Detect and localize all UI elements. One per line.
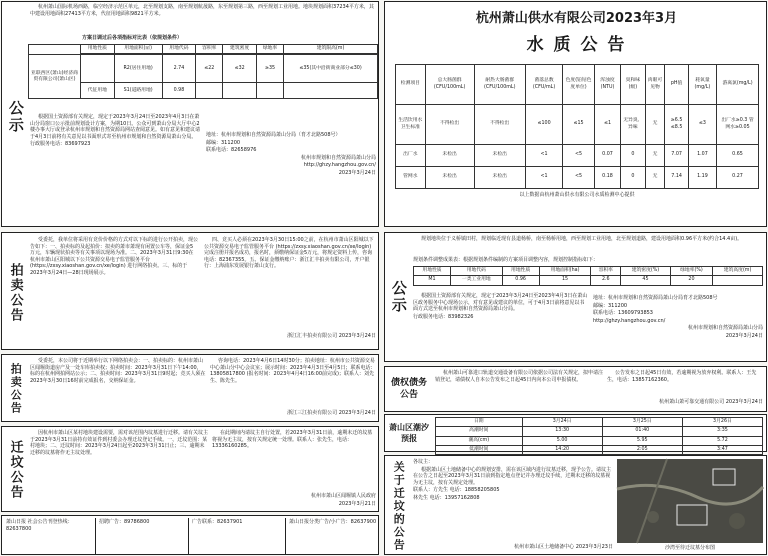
p2h-3: 用地面积(ha): [539, 267, 591, 276]
wo-0: 出厂水: [396, 145, 426, 167]
auction1-right: 四、竞买人必须在2023年3月30日15:00之前，在杭州市萧山区阳城以下公共资源交易电子监管服务平台 (https://zxsy.xiaoshan.gov.cn/xe/login) 完成注册并报名成功，报名时，须缴纳保证金5万元，将规定资料上传，咨询电话：82367355。五、保证金缴纳账户：浙江汇丰拍卖有限公司，开户银行：上海浦东发展银行萧山支行。: [204, 237, 374, 270]
ws-3: ≤100: [525, 105, 562, 145]
p2r-4: 2.6: [591, 276, 621, 285]
p2h-1: 用地代码: [450, 267, 502, 276]
wn-0: 管网水: [396, 167, 426, 189]
migrate1-right: 在此期间内请坟主自行处置，若2023年3月31日前，逾期未迁的坟墓将视为无主坟，按有关规定统一处理。联系人：张先生，电话：13336160285。: [212, 430, 373, 450]
water-quality-box: [384, 1, 767, 227]
ad-2: 广告联系：82637901: [192, 519, 243, 525]
notice-date: 2023年3月24日: [338, 169, 376, 176]
wn-2: 未检出: [474, 167, 525, 189]
side-label: 公示: [389, 280, 408, 314]
row1-green: ≤32: [223, 55, 257, 83]
migrate2-contact2: 林先生 电话：13957162808: [413, 494, 480, 501]
p2h-4: 容积率: [591, 267, 621, 276]
wh-0: 检测项目: [396, 65, 426, 105]
migrate1-text: 因杭州市萧山区某村地块建设需要，需对该范围内坟墓进行迁移。请有关坟主于2023年3月31日前持有效证件到村委会办理迁坟登记手续。一、迁坟范围：某村地块；二、迁坟时间：2023年3月24日起至2023年3月31日止；三、逾期未迁移的坟墓将作无主坟处理。: [30, 430, 209, 456]
r1c1: 5.00: [522, 436, 602, 445]
ad-3: 萧山日报分类广告/小广告：82637900: [289, 519, 377, 525]
plan2-table: [413, 266, 763, 286]
wn-5: 0.18: [594, 167, 620, 189]
row1-h1: ≥35: [257, 55, 284, 83]
th-1: 3月24日: [522, 418, 602, 427]
auction1-org: 浙江汇丰拍卖有限公司: [287, 333, 338, 339]
side-label: 关于迁坟的公告: [392, 460, 406, 552]
debt-notice: [384, 366, 767, 412]
plan2-date: 2023年3月24日: [725, 332, 763, 339]
wo-1: 未检出: [425, 145, 474, 167]
r1c0: 潮高(cm): [436, 436, 523, 445]
wo-5: 0.07: [594, 145, 620, 167]
ws-4: ≤15: [563, 105, 595, 145]
th-3: 3月26日: [682, 418, 762, 427]
side-label: 迁坟公告: [7, 440, 23, 500]
ws-5: ≤1: [594, 105, 620, 145]
wh-6: 臭和味(级): [621, 65, 646, 105]
th-4: 建筑密度: [223, 45, 257, 54]
r0c0: 高潮时间: [436, 427, 523, 436]
wh-2: 耐热大肠菌群(CFU/100mL): [474, 65, 525, 105]
plan2-tel: 行政服务电话：83982326: [413, 313, 474, 320]
r1c3: 5.72: [682, 436, 762, 445]
water-table: [395, 64, 759, 189]
ws-1: 不得检出: [425, 105, 474, 145]
auction-notice-1: [1, 232, 379, 350]
r2c1: 14:20: [522, 445, 602, 454]
th-0: 日期: [436, 418, 523, 427]
th-5: 绿地率: [257, 45, 284, 54]
th-3: 容积率: [196, 45, 223, 54]
auction2-date: 2023年3月24日: [338, 410, 376, 416]
r1c2: 5.95: [602, 436, 682, 445]
row1-h2: ≤35(其中沿街商业部分≤30): [284, 55, 378, 83]
side-label: 债权债务公告: [390, 378, 427, 400]
migrate2-text: 根据萧山区土地储备中心的规划安排，需在该区域内进行坟墓迁移，现予公告。请坟主在公告之日起至2023年3月31日前到指定地点登记并办理迁坟手续，过期未迁移的坟墓视为无主坟，按有关规定处理。: [413, 466, 612, 486]
auction2-org: 浙江三江拍卖有限公司: [287, 410, 338, 416]
p2r-6: 20: [670, 276, 712, 285]
migrate2-greet: 各坟主：: [413, 459, 434, 465]
wh-1: 总大肠菌群(CFU/100mL): [425, 65, 474, 105]
auction1-date: 2023年3月24日: [338, 333, 376, 339]
side-label: 公示: [6, 100, 25, 134]
planning-notice-2: [384, 232, 767, 362]
ws-6: 无异臭、异味: [621, 105, 646, 145]
wn-6: 0: [621, 167, 646, 189]
auction2-text: 受委托，本公司将于近期举行以下网络拍卖会：一、拍卖标的：杭州市萧山区闻堰街道房产及一处车库拍卖权；拍卖时间：2023年3月31日下午14:00，标的在杭州网拍网站公示；二、拍卖时间：2023年3月31日9时起；竞买人须在2023年3月30日16时前完成报名，交纳保证金。: [30, 358, 206, 384]
debt-text: 杭州萧山可靠进口轨道交通设备有限公司依据公司法有关规定，拟申请注销登记，请债权人自本公告发布之日起45日内向本公司申报债权。: [435, 370, 604, 383]
side-label: 拍卖公告: [7, 263, 23, 323]
p2h-5: 建筑密度(%): [621, 267, 671, 276]
row2-far: 0.98: [162, 83, 196, 99]
grave-migration-1: [1, 426, 379, 512]
wh-7: 肉眼可见物: [645, 65, 665, 105]
wo-10: 0.65: [717, 145, 759, 167]
plan2-body: 根据国土资源部有关规定，现定于2023年3月24日至2023年4月3日在萧山区政务服务中心现场公示，对有意见或建议的单位，可于4月3日前将意见以书面方式送至杭州市规划和自然资源局萧山分局。: [413, 293, 588, 313]
ws-10: 出厂水≥0.3 管网水≥0.05: [717, 105, 759, 145]
wh-9: 耗氧量(mg/L): [688, 65, 716, 105]
water-company: 杭州萧山供水有限公司2023年3月: [475, 11, 678, 26]
debt-right: 公告发布之日起45日有效，若逾期视为放弃权利。联系人：王先生，电话：13857162360。: [607, 370, 757, 383]
th-2: 用地代码: [162, 45, 196, 54]
p2r-1: 一类工业用地: [450, 276, 502, 285]
p2r-5: 45: [621, 276, 671, 285]
plan2-intro: 规划地块位于义桥镇田村，规划临近现有县道杨桥，南至杨桥用地，西至规划工业用地，北至规划道路，建设用地面积0.96平方米(约合14.4亩)。: [421, 236, 743, 242]
ws-8: ≥6.5 ≤8.5: [665, 105, 688, 145]
row2-type: 代征用地: [81, 83, 115, 99]
ws-2: 不得检出: [474, 105, 525, 145]
planning-notice-box: [1, 1, 379, 227]
migrate1-org: 杭州市萧山区闻堰镇人民政府: [310, 493, 376, 499]
auction1-left: 受委托，我单位将采用有竞价价格的方式对以下标的进行公开拍卖，现公告如下：一、拍卖标的及起拍价：拟卖的萧市萧现有闲置公车等，保证金5万元，车辆现状拍卖等有关事项以现场为准。二、2023年3月31日9:30在杭州市萧山区阳城以下公共资源交易电子监管服务平台 (https://zxsy.xiaoshan.gov.cn/xe/login) 进行网络拍卖。三、标的于2023年3月24日—28日现场展示。: [30, 237, 199, 276]
notice-contact: 地址：杭州市规划和自然资源局萧山分局（育才北路508号）: [206, 132, 341, 138]
wo-8: 7.07: [665, 145, 688, 167]
wh-3: 菌落总数(CFU/mL): [525, 65, 562, 105]
row2-code: S1(道路用地): [114, 83, 162, 99]
p2r-3: 15: [539, 276, 591, 285]
plan2-table-title: 规划条件调整成果表：根据规划条件编制的方案项目调整内容，规划控制指标如下：: [413, 257, 599, 263]
wh-5: 浑浊度(NTU): [594, 65, 620, 105]
auction-notice-2: [1, 354, 379, 422]
th-6: 建筑限高(m): [284, 45, 378, 54]
row1-code: R2(居住用地): [114, 55, 162, 83]
wo-4: <5: [563, 145, 595, 167]
side-label: 拍卖公告: [9, 363, 23, 415]
aerial-map-image: [617, 459, 763, 543]
p2r-0: M1: [414, 276, 451, 285]
side-label: 萧山区潮汐预报: [389, 423, 429, 443]
wo-7: 无: [645, 145, 665, 167]
table-title: 方案日调过后各项指标对比表（依规划条件）: [82, 35, 183, 41]
debt-date: 2023年3月24日: [725, 399, 763, 405]
ad-1: 招聘广告：89786800: [99, 519, 150, 525]
ad-footer: [1, 515, 379, 555]
map-caption: 沙湾至待迁坟墓分布图: [664, 545, 715, 551]
wn-8: 7.14: [665, 167, 688, 189]
row1-far: 2.74: [162, 55, 196, 83]
p2h-6: 绿地率(%): [670, 267, 712, 276]
notice-zip: 邮编：311200: [206, 139, 241, 146]
water-footer: 以上数据由杭州萧山供水有限公司水质检测中心提供: [519, 192, 635, 198]
r0c2: 01:40: [602, 427, 682, 436]
ws-7: 无: [645, 105, 665, 145]
aerial-map-graphic: [617, 459, 763, 543]
auction2-right: 咨询电话：2023年4月6日14时30分；拍卖地址：杭州市公共资源交易中心萧山分中心会议室；展示时间：2023年4月3日至4月5日；联系电话：13805817800 (报名时间：2023年4月4日16:00前完成)；联系人：刘先生、陈先生。: [210, 358, 376, 384]
migrate2-org: 杭州市萧山区土地储备中心: [514, 544, 575, 550]
wh-4: 色度(铂钴色度单位): [563, 65, 595, 105]
wn-1: 未检出: [425, 167, 474, 189]
plan2-org: 杭州市规划和自然资源局萧山分局: [687, 325, 763, 332]
notice-tel: 行政服务电话：83697923: [30, 141, 91, 148]
r0c3: 3:35: [682, 427, 762, 436]
th-2: 3月25日: [602, 418, 682, 427]
plan2-phone: 联系电话：13609793853: [593, 310, 653, 317]
plan2-website: http://ghzy.hangzhou.gov.cn/: [593, 317, 666, 324]
wn-9: 1.19: [688, 167, 716, 189]
migrate2-contact: 联系人：方先生 电话：18858205805: [413, 487, 500, 494]
th-usage: [29, 45, 81, 55]
migrate1-date: 2023年3月21日: [338, 500, 376, 507]
notice-body: 根据国土资源部有关规定，现定于2023年3月24日至2023年4月3日在萧山分局窗口公示批前规划设计方案，为期10日。公众可到萧山分局大厅中心2楼办事大厅或登录杭州市规划和自然资源局网站查阅意见。如有意见和建议请于4月3日前将有关意见以书面形式寄至杭州市规划和自然资源局萧山分局。: [30, 114, 201, 140]
th-1: 用地面积(㎡): [114, 45, 162, 54]
r2c3: 3:47: [682, 445, 762, 454]
indicator-table: [28, 44, 378, 99]
notice-intro: 杭州萧山国际机场西路，临空经济示范区单元，北至规划支路，南至规划航晟路，东至规划第三路，西至规划工业用地。地块规划面积37234平方米，其中建设用地面积27413平方米，代征用地面积9821平方米。: [30, 4, 374, 17]
wo-9: 1.07: [688, 145, 716, 167]
r2c2: 2:05: [602, 445, 682, 454]
tide-forecast: [384, 414, 767, 452]
r2c0: 低潮时间: [436, 445, 523, 454]
p2r-2: 0.96: [502, 276, 539, 285]
wn-7: 无: [645, 167, 665, 189]
wo-3: <1: [525, 145, 562, 167]
wn-4: <5: [563, 167, 595, 189]
wh-8: pH值: [665, 65, 688, 105]
plan2-contact: 地址：杭州市规划和自然资源局萧山分局育才北路508号: [593, 295, 718, 301]
row1-density: ≤22: [196, 55, 223, 83]
notice-website: http://ghzy.hangzhou.gov.cn/: [303, 162, 376, 169]
r0c1: 13:30: [522, 427, 602, 436]
debt-org: 杭州萧山萧可靠交通有限公司: [659, 399, 725, 405]
wn-3: <1: [525, 167, 562, 189]
notice-phone: 联系电话：82658976: [206, 147, 257, 154]
p2h-7: 建筑高度(m): [713, 267, 763, 276]
plan2-zip: 邮编：311200: [593, 302, 628, 309]
p2h-0: 用地性质: [414, 267, 451, 276]
wo-2: 未检出: [474, 145, 525, 167]
migrate2-date: 2023年3月23日: [575, 544, 613, 550]
notice-org: 杭州市规划和自然资源局萧山分局: [300, 154, 376, 161]
wn-10: 0.27: [717, 167, 759, 189]
th-0: 用地性质: [81, 45, 115, 54]
ad-0: 萧山日报 社会公告刊登热线：82637800: [6, 519, 73, 532]
ws-0: 生活饮用水卫生标准: [396, 105, 426, 145]
water-title: 水 质 公 告: [526, 35, 627, 55]
row1-name: 亚联西区(萧山)经济商贸有限公司(萧山区): [29, 55, 81, 99]
wh-10: 游离氯(mg/L): [717, 65, 759, 105]
p2r-7: [713, 276, 763, 285]
p2h-2: 用地性质: [502, 267, 539, 276]
ws-9: ≤3: [688, 105, 716, 145]
grave-migration-2: [384, 455, 767, 555]
wo-6: 0: [621, 145, 646, 167]
